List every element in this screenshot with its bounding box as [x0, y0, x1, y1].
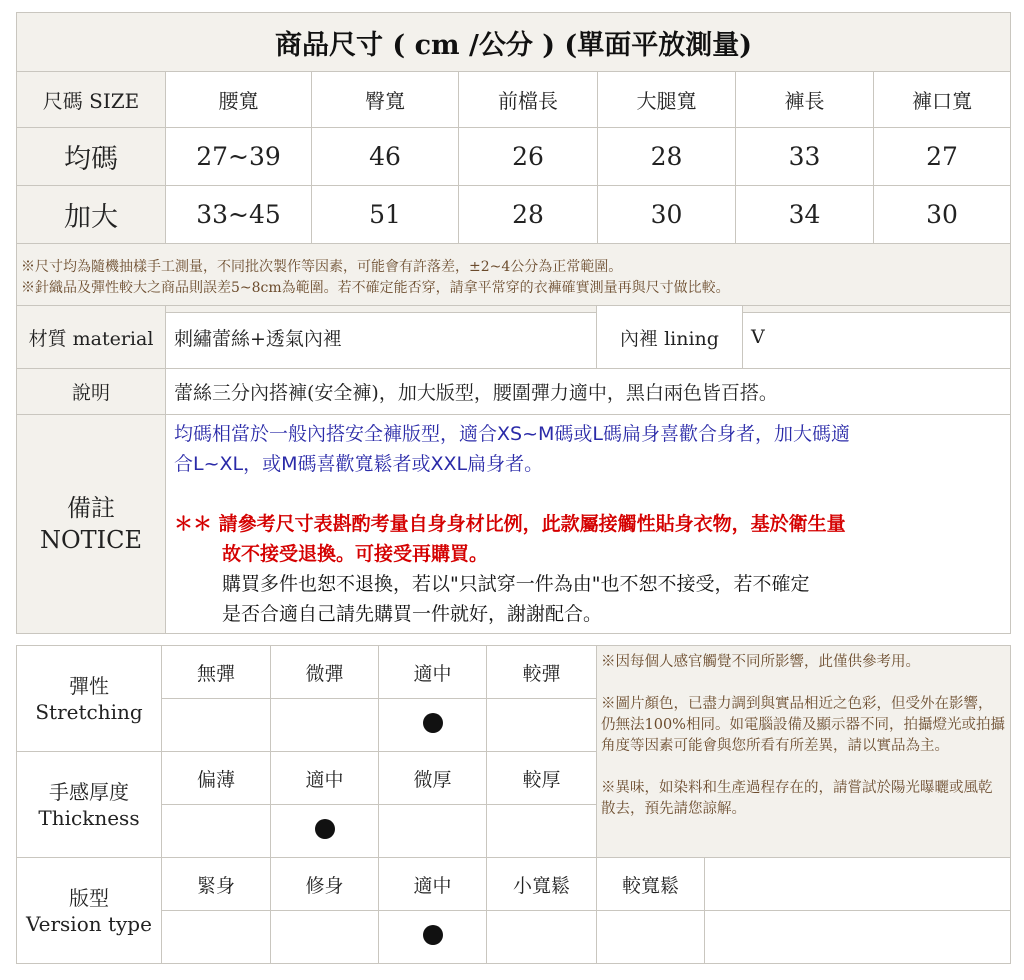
fit-label-en: Version type [26, 911, 152, 936]
material-table [16, 305, 1011, 634]
description-label: 說明 [17, 369, 166, 415]
thickness-option: 適中 [271, 752, 379, 805]
notice-label-zh: 備註 [67, 494, 115, 522]
notice-blue-line: 均碼相當於一般內搭安全褲版型，適合XS~M碼或L碼扁身喜歡合身者，加大碼適 [174, 423, 850, 445]
fit-label-zh: 版型 [69, 885, 109, 910]
header-hip: 臀寬 [312, 72, 459, 128]
size-notes [17, 244, 1011, 313]
fit-option: 緊身 [162, 858, 271, 911]
size-value: 33~45 [166, 186, 312, 244]
elasticity-label-zh: 彈性 [69, 673, 109, 698]
disclaimer-line: ※異味，如染料和生產過程存在的，請嘗試於陽光曝曬或風乾散去，預先請您諒解。 [601, 780, 993, 817]
thickness-marker-cell [487, 805, 597, 858]
thickness-option: 偏薄 [162, 752, 271, 805]
size-table [16, 12, 1011, 313]
notice-red-line: 故不接受退換。可接受再購買。 [222, 543, 489, 565]
header-length: 褲長 [736, 72, 874, 128]
fit-marker-cell [487, 911, 597, 964]
elasticity-selected-dot-icon [423, 713, 443, 733]
elasticity-option: 無彈 [162, 646, 271, 699]
header-size: 尺碼 SIZE [17, 72, 166, 128]
size-table-title: 商品尺寸 ( cm /公分 ) (單面平放測量) [17, 13, 1011, 72]
fit-marker-row [17, 911, 1011, 964]
thickness-option: 微厚 [379, 752, 487, 805]
notice-red-line [174, 509, 1002, 539]
size-note: ※針織品及彈性較大之商品則誤差5~8cm為範圍。若不確定能否穿，請拿平常穿的衣褲確實測量再與尺寸做比較。 [21, 280, 730, 296]
notice-red-text: 請參考尺寸表斟酌考量自身身材比例，此款屬接觸性貼身衣物，基於衛生量 [218, 513, 846, 535]
thickness-marker-cell [162, 805, 271, 858]
thickness-option: 較厚 [487, 752, 597, 805]
elasticity-label-en: Stretching [35, 699, 143, 724]
lining-value: V [743, 306, 1011, 369]
size-label: 加大 [17, 186, 166, 244]
header-front-rise: 前檔長 [459, 72, 598, 128]
fit-marker-cell [597, 911, 705, 964]
notice-black-line: 是否合適自己請先購買一件就好，謝謝配合。 [222, 603, 603, 625]
fit-option: 小寬鬆 [487, 858, 597, 911]
notice-black-line: 購買多件也恕不退換，若以"只試穿一件為由"也不恕不接受，若不確定 [222, 573, 810, 595]
size-value: 33 [736, 128, 874, 186]
size-label: 均碼 [17, 128, 166, 186]
size-value: 26 [459, 128, 598, 186]
size-value: 51 [312, 186, 459, 244]
size-value: 27 [874, 128, 1011, 186]
table-row [17, 128, 1011, 186]
fit-selected-dot-icon [423, 925, 443, 945]
material-value: 刺繡蕾絲+透氣內裡 [166, 306, 597, 369]
fit-option: 修身 [271, 858, 379, 911]
notice-label-en: NOTICE [39, 526, 143, 554]
elasticity-marker-cell [487, 699, 597, 752]
thickness-selected-dot-icon [315, 819, 335, 839]
fit-option: 適中 [379, 858, 487, 911]
thickness-marker-cell [379, 805, 487, 858]
thickness-label-zh: 手感厚度 [49, 779, 129, 804]
size-note: ※尺寸均為隨機抽樣手工測量，不同批次製作等因素，可能會有許落差，±2~4公分為正常範圍。 [21, 259, 623, 275]
size-value: 30 [874, 186, 1011, 244]
fit-marker-cell [271, 911, 379, 964]
thickness-label [17, 752, 162, 858]
elasticity-option: 較彈 [487, 646, 597, 699]
thickness-label-en: Thickness [38, 805, 140, 830]
table-row [17, 186, 1011, 244]
elasticity-option: 適中 [379, 646, 487, 699]
fit-label [17, 858, 162, 964]
fit-option: 較寬鬆 [597, 858, 705, 911]
elasticity-marker-cell [271, 699, 379, 752]
size-value: 34 [736, 186, 874, 244]
description-value: 蕾絲三分內搭褲(安全褲)，加大版型，腰圍彈力適中，黑白兩色皆百搭。 [166, 369, 1011, 415]
elasticity-option: 微彈 [271, 646, 379, 699]
lining-label: 內裡 lining [597, 306, 743, 369]
notice-label [17, 415, 166, 634]
notice-blue-line: 合L~XL，或M碼喜歡寬鬆者或XXL扁身者。 [174, 453, 544, 475]
header-waist: 腰寬 [166, 72, 312, 128]
elasticity-marker-cell [379, 699, 487, 752]
size-value: 27~39 [166, 128, 312, 186]
empty-cell [705, 858, 1011, 911]
elasticity-label [17, 646, 162, 752]
elasticity-marker-cell [162, 699, 271, 752]
thickness-marker-cell [271, 805, 379, 858]
size-header-row [17, 72, 1011, 128]
size-value: 28 [598, 128, 736, 186]
size-value: 28 [459, 186, 598, 244]
disclaimer-line: ※圖片顏色，已盡力調到與實品相近之色彩，但受外在影響，仍無法100%相同。如電腦設備及顯示器不同，拍攝燈光或拍攝角度等因素可能會與您所看有所差異，請以實品為主。 [601, 696, 1005, 754]
notice-content [166, 415, 1011, 634]
empty-cell [705, 911, 1011, 964]
size-value: 30 [598, 186, 736, 244]
disclaimer-line: ※因每個人感官觸覺不同所影響，此僅供參考用。 [601, 654, 920, 670]
size-value: 46 [312, 128, 459, 186]
header-hem: 褲口寬 [874, 72, 1011, 128]
disclaimer [597, 646, 1011, 858]
notice-red-prefix: ＊＊ [174, 513, 213, 535]
fit-marker-cell [162, 911, 271, 964]
header-thigh: 大腿寬 [598, 72, 736, 128]
material-label: 材質 material [17, 306, 166, 369]
fit-marker-cell [379, 911, 487, 964]
attribute-table [16, 645, 1011, 964]
